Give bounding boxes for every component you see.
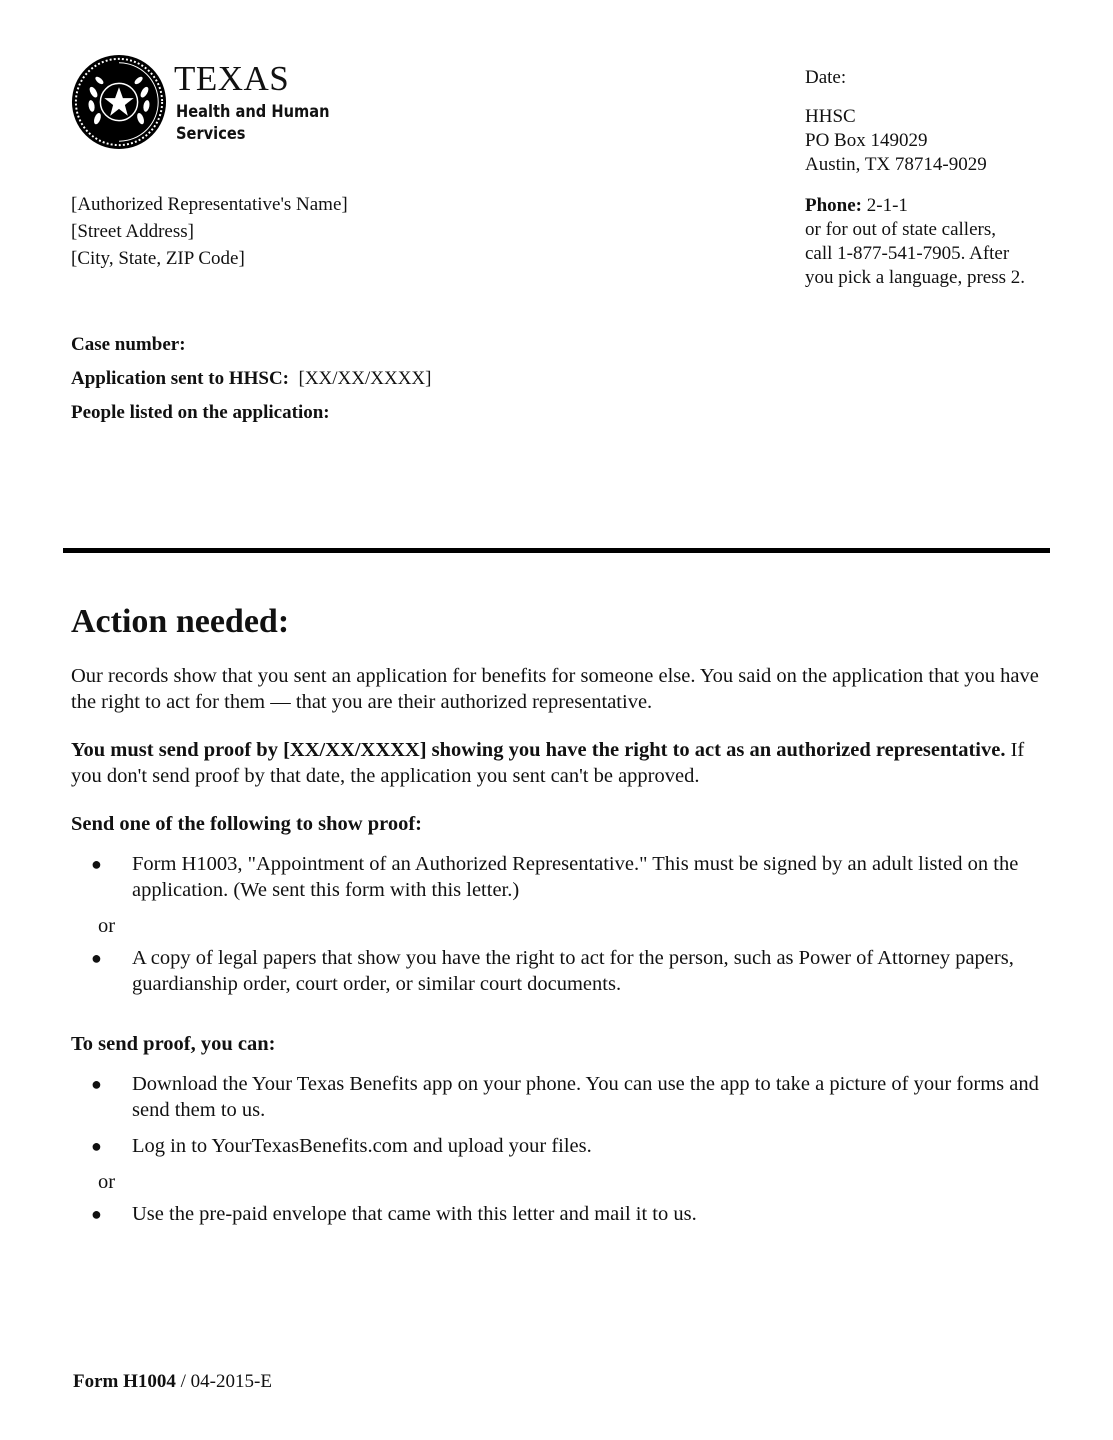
proof-list xyxy=(71,851,1041,903)
proof-heading: Send one of the following to show proof: xyxy=(71,813,422,835)
proof-item-text: Form H1003, "Appointment of an Authorized Representative." This must be signed by an adult listed on the application. (We sent this form with this letter.) xyxy=(132,853,1019,901)
proof-item xyxy=(71,945,1041,997)
form-footer xyxy=(73,1371,272,1393)
agency-name: HHSC xyxy=(805,106,856,127)
phone-line-4: you pick a language, press 2. xyxy=(805,267,1026,288)
bullet-icon: ● xyxy=(91,854,102,874)
proof-item-text: A copy of legal papers that show you have the right to act for the person, such as Power of Attorney papers, guardianship order, court order, or similar court documents. xyxy=(132,947,1014,995)
proof-item xyxy=(71,851,1041,903)
recipient-city: [City, State, ZIP Code] xyxy=(71,248,245,269)
bullet-icon: ● xyxy=(91,1204,102,1224)
or-separator: or xyxy=(98,915,116,937)
letter-body xyxy=(71,663,1041,1237)
proof-list-2 xyxy=(71,945,1041,997)
send-item xyxy=(71,1071,1041,1123)
agency-city: Austin, TX 78714-9029 xyxy=(805,154,987,175)
send-list-2 xyxy=(71,1201,1041,1227)
send-item-text: Log in to YourTexasBenefits.com and upload your files. xyxy=(132,1135,592,1157)
phone-label: Phone: xyxy=(805,195,862,216)
case-number-label: Case number: xyxy=(71,334,186,355)
agency-po-box: PO Box 149029 xyxy=(805,130,928,151)
section-divider xyxy=(63,548,1050,553)
deadline-paragraph xyxy=(71,737,1041,789)
deadline-bold: You must send proof by [XX/XX/XXXX] showing you have the right to act as an authorized representative. xyxy=(71,739,1006,761)
recipient-name: [Authorized Representative's Name] xyxy=(71,194,348,215)
application-sent-label: Application sent to HHSC: xyxy=(71,368,289,389)
phone-number: 2-1-1 xyxy=(866,195,908,216)
texas-seal-icon xyxy=(70,53,168,151)
send-item-text: Use the pre-paid envelope that came with this letter and mail it to us. xyxy=(132,1203,697,1225)
date-label: Date: xyxy=(805,67,847,88)
logo-texas-text: TEXAS xyxy=(174,59,290,98)
phone-line xyxy=(805,194,1105,218)
form-id: Form H1004 xyxy=(73,1371,176,1392)
intro-paragraph: Our records show that you sent an application for benefits for someone else. You said on the application that you have the right to act for them — that you are their authorized representative. xyxy=(71,665,1039,713)
or-separator: or xyxy=(98,1171,116,1193)
people-listed-label: People listed on the application: xyxy=(71,402,330,423)
recipient-address xyxy=(71,191,348,272)
action-needed-heading: Action needed: xyxy=(71,603,290,640)
logo-subtitle-line1: Health and Human xyxy=(176,102,330,122)
bullet-icon: ● xyxy=(91,1074,102,1094)
application-sent-date: [XX/XX/XXXX] xyxy=(298,368,432,389)
agency-contact-block xyxy=(805,66,1105,290)
recipient-street: [Street Address] xyxy=(71,221,194,242)
send-item xyxy=(71,1201,1041,1227)
form-version: / 04-2015-E xyxy=(175,1371,272,1392)
send-item-text: Download the Your Texas Benefits app on your phone. You can use the app to take a picture of your forms and send them to us. xyxy=(132,1073,1039,1121)
case-info xyxy=(71,333,431,435)
deadline-rest: If you don't send proof by that date, the application you sent can't be approved. xyxy=(71,739,1025,787)
phone-line-3: call 1-877-541-7905. After xyxy=(805,243,1010,264)
phone-line-2: or for out of state callers, xyxy=(805,219,996,240)
bullet-icon: ● xyxy=(91,948,102,968)
texas-hhs-logo xyxy=(70,53,330,153)
bullet-icon: ● xyxy=(91,1136,102,1156)
logo-subtitle-line2: Services xyxy=(176,124,246,144)
send-heading: To send proof, you can: xyxy=(71,1033,276,1055)
logo-subtitle xyxy=(176,101,329,145)
send-item xyxy=(71,1133,1041,1159)
send-list xyxy=(71,1071,1041,1159)
